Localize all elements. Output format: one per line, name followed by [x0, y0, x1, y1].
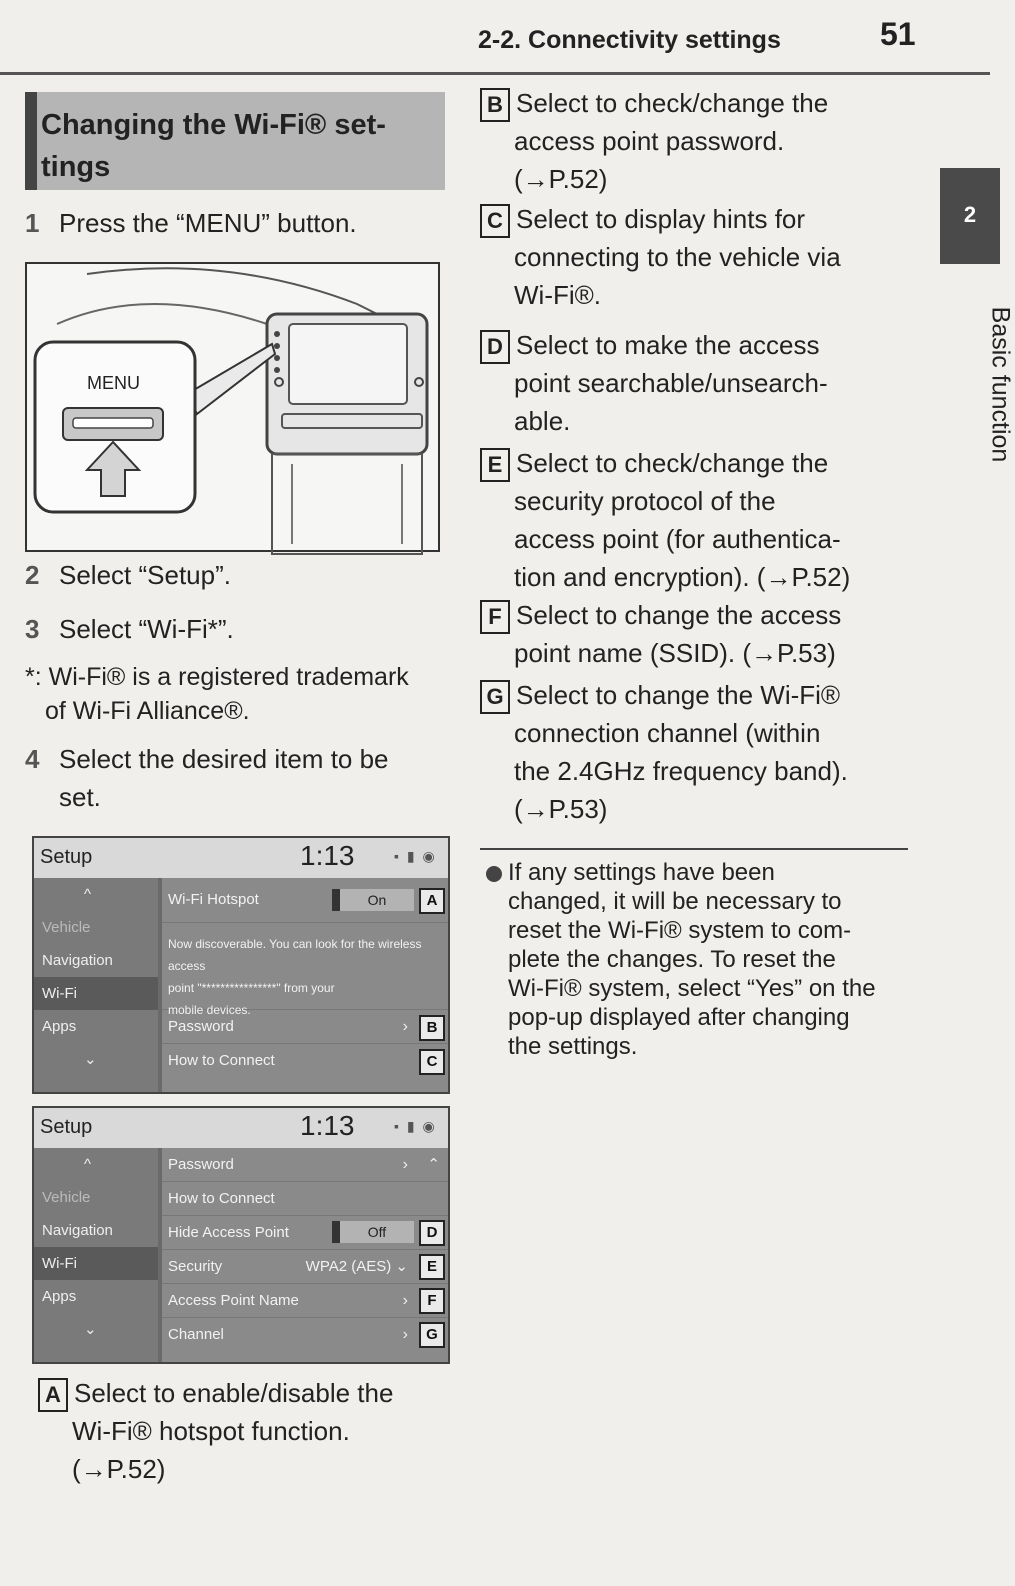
- note-line: reset the Wi-Fi® system to com-: [508, 917, 852, 944]
- footnote: [25, 660, 445, 728]
- row-label: How to Connect: [168, 1190, 275, 1207]
- desc-b: [480, 84, 900, 198]
- step-2: [25, 556, 445, 594]
- note-line: the settings.: [508, 1033, 638, 1060]
- password-row[interactable]: [162, 1010, 448, 1044]
- callout-b: B: [419, 1015, 445, 1041]
- step-text: Select “Setup”.: [59, 560, 231, 590]
- row-label: Hide Access Point: [168, 1224, 289, 1241]
- security-value-text: WPA2 (AES): [305, 1258, 392, 1275]
- sidebar-item-wifi[interactable]: Wi-Fi: [34, 977, 158, 1010]
- security-value: [306, 1250, 408, 1283]
- screen-title: Setup: [40, 846, 93, 868]
- desc-c: [480, 200, 900, 314]
- scroll-top-icon[interactable]: ⌃: [427, 1156, 440, 1173]
- screen-sidebar: [34, 1148, 158, 1362]
- page-number: 51: [880, 16, 916, 52]
- desc-line: Select to make the access: [516, 330, 820, 360]
- menu-button-illustration: [25, 262, 440, 552]
- key-d: D: [480, 330, 510, 364]
- hide-access-point-toggle[interactable]: Off: [332, 1221, 414, 1243]
- channel-row[interactable]: [162, 1318, 448, 1351]
- step-1: [25, 204, 445, 242]
- callout-d: D: [419, 1220, 445, 1246]
- footnote-line1: *: Wi-Fi® is a registered trademark: [25, 663, 409, 691]
- row-label: Channel: [168, 1326, 224, 1343]
- callout-a: A: [419, 888, 445, 914]
- row-label: Password: [168, 1018, 234, 1035]
- key-a: A: [38, 1378, 68, 1412]
- scroll-up-icon[interactable]: ^: [84, 886, 92, 903]
- hotspot-info: [162, 923, 448, 1017]
- screen-title: Setup: [40, 1116, 93, 1138]
- access-point-name-row[interactable]: [162, 1284, 448, 1318]
- step-number: 4: [25, 744, 40, 774]
- clock: 1:13: [300, 1110, 355, 1141]
- screen-main: [162, 1148, 448, 1362]
- desc-line: Select to enable/disable the: [74, 1378, 394, 1408]
- desc-g: [480, 676, 900, 828]
- scroll-up-icon[interactable]: ^: [84, 1156, 92, 1173]
- security-row[interactable]: [162, 1250, 448, 1284]
- key-c: C: [480, 204, 510, 238]
- desc-d: [480, 326, 900, 440]
- chapter-number: 2: [963, 202, 977, 227]
- footnote-line2: of Wi-Fi Alliance®.: [45, 697, 250, 725]
- step-number: 3: [25, 614, 40, 644]
- chapter-label: Basic function: [986, 306, 1015, 463]
- header-rule: [0, 72, 990, 75]
- password-row[interactable]: [162, 1148, 448, 1182]
- desc-line: Select to check/change the: [516, 448, 829, 478]
- step-text: Select “Wi-Fi*”.: [59, 614, 234, 644]
- how-to-connect-row[interactable]: [162, 1044, 448, 1077]
- key-b: B: [480, 88, 510, 122]
- hotspot-toggle[interactable]: On: [332, 889, 414, 911]
- sidebar-item-navigation[interactable]: Navigation: [42, 952, 113, 969]
- chapter-tab: [940, 168, 1000, 264]
- note-line: plete the changes. To reset the: [508, 946, 836, 973]
- desc-line: Select to check/change the: [516, 88, 829, 118]
- how-to-connect-row[interactable]: [162, 1182, 448, 1216]
- desc-line: connecting to the vehicle via: [514, 242, 841, 273]
- step-number: 1: [25, 208, 40, 238]
- row-label: Security: [168, 1258, 223, 1275]
- step-text: Press the “MENU” button.: [59, 208, 357, 238]
- desc-line: access point password.: [514, 126, 785, 157]
- step-3: [25, 610, 445, 648]
- desc-line: Wi-Fi®.: [514, 280, 602, 311]
- scroll-down-icon[interactable]: ⌄: [84, 1321, 97, 1338]
- info-line3: mobile devices.: [168, 1003, 251, 1017]
- callout-g: G: [419, 1322, 445, 1348]
- section-title-line2: tings: [41, 151, 111, 183]
- section-title: [25, 92, 445, 190]
- key-e: E: [480, 448, 510, 482]
- chevron-right-icon: ›: [402, 1156, 408, 1173]
- info-line2: point "****************" from your: [168, 981, 335, 995]
- status-icons: ▪ ▮ ◉: [394, 1118, 437, 1134]
- desc-line: Select to change the access: [516, 600, 842, 630]
- key-g: G: [480, 680, 510, 714]
- sidebar-item-vehicle[interactable]: Vehicle: [42, 1189, 91, 1206]
- row-label: Access Point Name: [168, 1292, 299, 1309]
- callout-f: F: [419, 1288, 445, 1314]
- dashboard-drawing: [27, 264, 442, 554]
- screen-header: [34, 838, 448, 878]
- desc-line: security protocol of the: [514, 486, 776, 517]
- chevron-right-icon: ›: [402, 1326, 408, 1343]
- section-title-line1: Changing the Wi-Fi® set-: [41, 109, 386, 141]
- desc-line: (→P.52): [514, 164, 608, 195]
- desc-line: connection channel (within: [514, 718, 821, 749]
- reset-note: [486, 858, 906, 1061]
- note-line: changed, it will be necessary to: [508, 888, 842, 915]
- desc-a: [38, 1374, 458, 1488]
- chevron-down-icon: ⌄: [395, 1258, 408, 1275]
- desc-e: [480, 444, 900, 596]
- wifi-hotspot-row[interactable]: [162, 878, 448, 923]
- step-number: 2: [25, 560, 40, 590]
- desc-line: access point (for authentica-: [514, 524, 841, 555]
- menu-label: MENU: [87, 373, 140, 393]
- desc-line: tion and encryption). (→P.52): [514, 562, 851, 593]
- chevron-right-icon: ›: [402, 1018, 408, 1035]
- desc-line: the 2.4GHz frequency band).: [514, 756, 848, 787]
- setup-screen-1: [32, 836, 450, 1094]
- note-divider: [480, 848, 908, 850]
- sidebar-item-apps[interactable]: Apps: [42, 1018, 77, 1035]
- desc-line: Select to display hints for: [516, 204, 806, 234]
- sidebar-item-wifi[interactable]: Wi-Fi: [34, 1247, 158, 1280]
- clock: 1:13: [300, 840, 355, 871]
- bullet-icon: [486, 866, 502, 882]
- hide-access-point-row[interactable]: [162, 1216, 448, 1250]
- desc-line: (→P.53): [514, 794, 608, 825]
- sidebar-item-vehicle[interactable]: Vehicle: [42, 919, 91, 936]
- setup-screen-2: [32, 1106, 450, 1364]
- step-text-cont: set.: [59, 782, 101, 812]
- info-line1: Now discoverable. You can look for the wireless access: [168, 937, 422, 973]
- status-icons: ▪ ▮ ◉: [394, 848, 437, 864]
- sidebar-item-navigation[interactable]: Navigation: [42, 1222, 113, 1239]
- screen-sidebar: [34, 878, 158, 1092]
- note-line: pop-up displayed after changing: [508, 1004, 850, 1031]
- sidebar-item-apps[interactable]: Apps: [42, 1288, 77, 1305]
- desc-line: able.: [514, 406, 571, 437]
- step-4: [25, 740, 445, 816]
- row-label: How to Connect: [168, 1052, 275, 1069]
- desc-f: [480, 596, 900, 672]
- step-text: Select the desired item to be: [59, 744, 389, 774]
- scroll-down-icon[interactable]: ⌄: [84, 1051, 97, 1068]
- running-header: 2-2. Connectivity settings: [478, 26, 781, 54]
- chevron-right-icon: ›: [402, 1292, 408, 1309]
- callout-c: C: [419, 1049, 445, 1075]
- row-label: Wi-Fi Hotspot: [168, 891, 259, 908]
- key-f: F: [480, 600, 510, 634]
- callout-e: E: [419, 1254, 445, 1280]
- row-label: Password: [168, 1156, 234, 1173]
- screen-main: [162, 878, 448, 1092]
- desc-line: point searchable/unsearch-: [514, 368, 828, 399]
- note-line: Wi-Fi® system, select “Yes” on the: [508, 975, 876, 1002]
- desc-line: point name (SSID). (→P.53): [514, 638, 836, 669]
- screen-header: [34, 1108, 448, 1148]
- desc-line: Select to change the Wi-Fi®: [516, 680, 841, 710]
- note-line: If any settings have been: [508, 859, 775, 886]
- desc-line: Wi-Fi® hotspot function.: [72, 1416, 350, 1447]
- desc-line: (→P.52): [72, 1454, 166, 1485]
